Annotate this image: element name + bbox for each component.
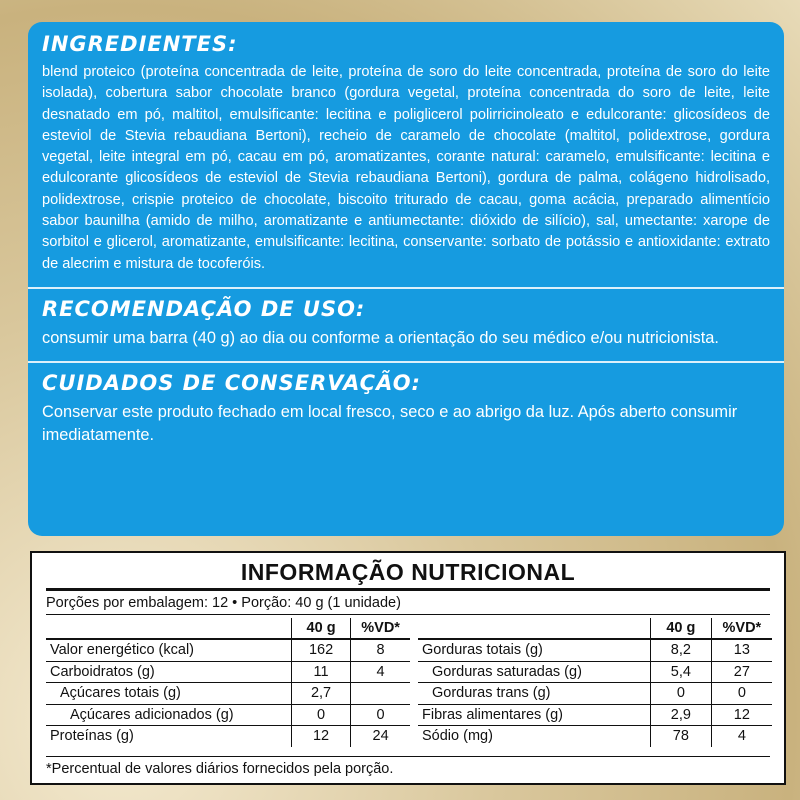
nutrition-facts-table [30,551,786,785]
nutrient-dv: 4 [351,661,410,683]
nutrient-label: Gorduras saturadas (g) [418,661,651,683]
nutrient-dv: 12 [711,704,772,726]
table-row [46,726,410,747]
storage-text: Conservar este produto fechado em local fresco, seco e ao abrigo da luz. Após aberto consumir imediatamente. [42,403,738,444]
ingredients-title: INGREDIENTES: [42,32,238,56]
nutrient-label: Sódio (mg) [422,728,493,745]
storage-title: CUIDADOS DE CONSERVAÇÃO: [42,371,421,396]
nutrient-dv: 8 [351,639,410,661]
nutrition-table-left [46,618,410,747]
nutrient-label: Gorduras trans (g) [418,683,651,705]
table-row [418,639,772,661]
nutrient-label: Valor energético (kcal) [46,639,291,661]
nutrient-amount: 12 [291,726,350,747]
divider [28,287,784,289]
col-amount-header: 40 g [651,618,712,639]
table-row [418,683,772,705]
portion-info: Porções por embalagem: 12 • Porção: 40 g (1 unidade) [46,595,770,615]
footnote: *Percentual de valores diários fornecidos pela porção. [46,756,770,777]
nutrient-amount: 11 [291,661,350,683]
nutrient-label: Açúcares totais (g) [46,683,291,705]
nutrient-dv [351,683,410,705]
nutrient-label: Gorduras totais (g) [418,639,651,661]
nutrient-dv: 0 [351,704,410,726]
table-row [46,683,410,705]
nutrient-amount: 0 [291,704,350,726]
ingredients-text: blend proteico (proteína concentrada de leite, proteína de soro do leite concentrada, proteína de soro do leite isolada), cobertura sabor chocolate branco (gordura vegetal, proteína concentrada do soro de leite, leite desnatado em pó, maltitol, emulsificante: lecitina e poliglicerol polirricinoleato e edulcorante: glicosídeos de esteviol de Stevia rebaudiana Bertoni), recheio de caramelo de chocolate (maltitol, polidextrose, gordura vegetal, leite integral em pó, cacau em pó, aromatizantes, corante natural: caramelo, emulsificante: lecitina e edulcorante glicosídeos de esteviol de Stevia rebaudiana Bertoni), gordura de palma, colágeno hidrolisado, polidextrose, crispie proteico de chocolate, biscoito triturado de cacau, goma acácia, preparado alimentício sabor baunilha (amido de milho, aromatizante e antiumectante: dióxido de silício), sal, umectante: xarope de sorbitol e glicerol, aromatizante, emulsificante: lecitina, conservante: sorbato de potássio e antioxidante: extrato de alecrim e mistura de tocoferóis. [42,64,770,272]
nutrient-dv: 0 [711,683,772,705]
nutrient-label: Proteínas (g) [50,728,134,745]
nutrition-title: INFORMAÇÃO NUTRICIONAL [46,559,770,591]
col-dv-header: %VD* [351,618,410,639]
nutrient-dv: 13 [711,639,772,661]
nutrient-amount: 5,4 [651,661,712,683]
info-panel [28,22,784,536]
table-row [418,704,772,726]
table-row [46,704,410,726]
usage-title: RECOMENDAÇÃO DE USO: [42,296,366,321]
table-row [418,661,772,683]
table-row [46,661,410,683]
nutrient-label: Açúcares adicionados (g) [46,704,291,726]
nutrition-table-right [418,618,772,747]
col-amount-header: 40 g [291,618,350,639]
nutrient-dv: 24 [351,726,410,747]
nutrient-amount: 8,2 [651,639,712,661]
nutrient-amount: 0 [651,683,712,705]
nutrient-label: Fibras alimentares (g) [418,704,651,726]
nutrient-amount: 2,7 [291,683,350,705]
col-dv-header: %VD* [711,618,772,639]
nutrient-amount: 162 [291,639,350,661]
table-row [46,639,410,661]
nutrient-amount: 78 [651,726,712,747]
divider [28,361,784,363]
nutrient-dv: 27 [711,661,772,683]
nutrient-label: Carboidratos (g) [46,661,291,683]
table-row [418,726,772,747]
usage-text: consumir uma barra (40 g) ao dia ou conforme a orientação do seu médico e/ou nutricionista. [42,328,719,347]
nutrient-amount: 2,9 [651,704,712,726]
nutrient-dv: 4 [711,726,772,747]
